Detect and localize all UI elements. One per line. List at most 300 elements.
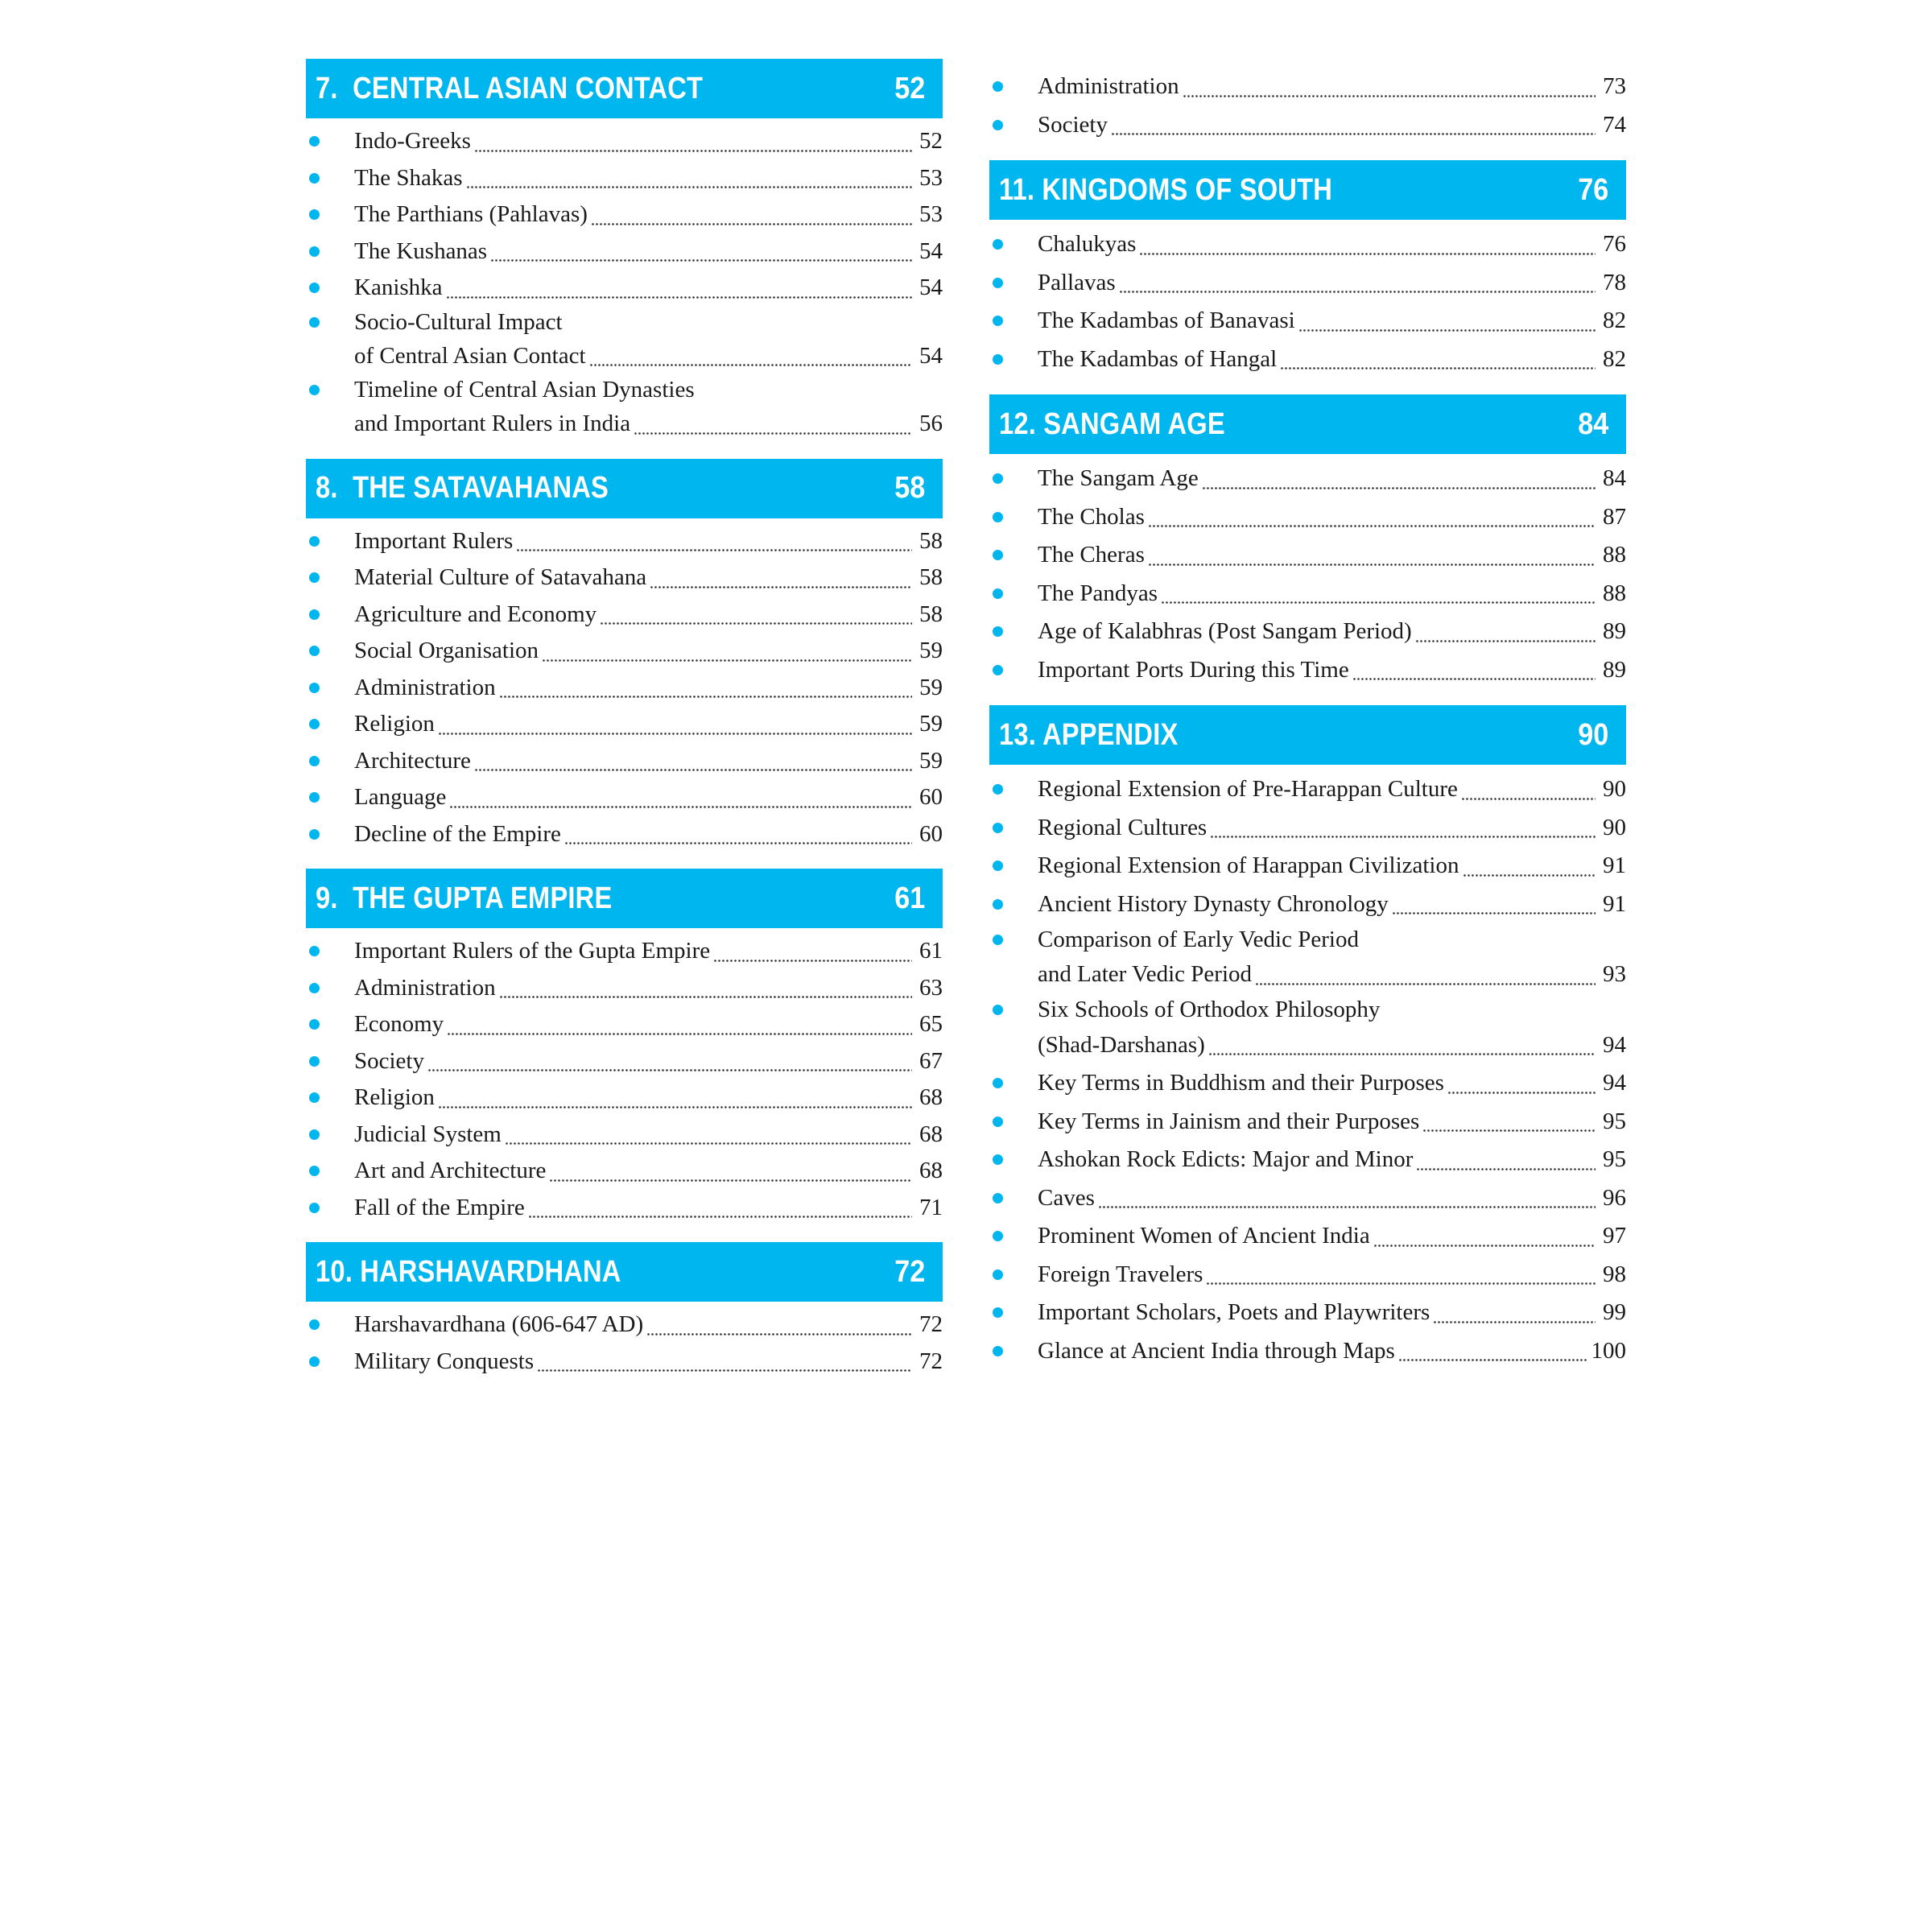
toc-entry-page-number: 67 xyxy=(919,1047,943,1074)
toc-entry[interactable] xyxy=(989,536,1626,575)
toc-entry-title: Military Conquests xyxy=(354,1348,535,1374)
dot-leader xyxy=(1447,1080,1596,1097)
dot-leader xyxy=(591,211,912,229)
toc-entry[interactable] xyxy=(989,575,1626,613)
dot-leader xyxy=(564,830,912,848)
toc-entry[interactable] xyxy=(989,994,1626,1065)
dot-leader xyxy=(499,984,912,1001)
toc-entry-title: The Kadambas of Hangal xyxy=(1038,345,1278,372)
toc-entry-line xyxy=(989,575,1626,613)
toc-entry-page-number: 59 xyxy=(919,747,943,774)
chapter-page-number: 90 xyxy=(1577,717,1608,752)
toc-entry-line xyxy=(306,270,943,307)
toc-entry-page-number: 74 xyxy=(1603,111,1626,138)
toc-left-column xyxy=(306,59,943,1380)
bullet-icon xyxy=(309,246,320,257)
toc-entry-page-number: 94 xyxy=(1603,1031,1626,1058)
bullet-icon xyxy=(309,173,320,184)
toc-entry-page-number: 90 xyxy=(1603,776,1626,803)
toc-entry-line xyxy=(989,770,1626,809)
toc-entry[interactable] xyxy=(306,779,943,816)
toc-entry-page-number: 54 xyxy=(919,275,943,301)
toc-entry-page-number: 68 xyxy=(919,1158,943,1184)
toc-entry-line xyxy=(306,933,943,970)
bullet-icon xyxy=(309,1056,320,1067)
dot-leader xyxy=(1255,971,1596,989)
bullet-icon xyxy=(993,278,1003,288)
chapter-page-number: 72 xyxy=(894,1254,925,1289)
toc-entry-page-number: 99 xyxy=(1603,1299,1626,1326)
dot-leader xyxy=(1398,1347,1588,1364)
dot-leader xyxy=(427,1057,912,1075)
dot-leader xyxy=(1422,1117,1596,1135)
section-spacer xyxy=(306,852,943,869)
toc-entry[interactable] xyxy=(306,816,943,853)
dot-leader xyxy=(646,1321,912,1339)
toc-entry-line xyxy=(306,1117,943,1154)
toc-entry[interactable] xyxy=(306,970,943,1007)
bullet-icon xyxy=(993,1193,1003,1203)
toc-entry-title: Pallavas xyxy=(1038,269,1116,295)
toc-entry-line xyxy=(306,160,943,197)
bullet-icon xyxy=(309,385,320,395)
bullet-icon xyxy=(993,588,1003,599)
toc-entry[interactable] xyxy=(989,498,1626,537)
dot-leader xyxy=(438,720,912,738)
toc-entry-title: Key Terms in Buddhism and their Purposes xyxy=(1038,1070,1444,1096)
toc-entry[interactable] xyxy=(989,1064,1626,1103)
toc-entry-page-number: 54 xyxy=(919,342,943,369)
toc-entry-page-number: 91 xyxy=(1603,852,1626,879)
toc-entry[interactable] xyxy=(989,341,1626,379)
toc-entry[interactable] xyxy=(989,1141,1626,1179)
toc-entry[interactable] xyxy=(306,1080,943,1117)
bullet-icon xyxy=(309,536,320,547)
chapter-title: 8. THE SATAVAHANAS xyxy=(316,471,609,505)
toc-entry-title: Ancient History Dynasty Chronology xyxy=(1038,890,1389,917)
toc-entry-title: Indo-Greeks xyxy=(354,128,471,155)
toc-entry-line xyxy=(989,341,1626,379)
dot-leader xyxy=(516,537,912,555)
toc-entry-line xyxy=(989,847,1626,886)
toc-entry-line xyxy=(306,633,943,670)
dot-leader xyxy=(1416,1156,1596,1174)
toc-entry-title: Caves xyxy=(1038,1184,1095,1211)
toc-entry-title: Art and Architecture xyxy=(354,1158,547,1184)
toc-entry[interactable] xyxy=(989,1256,1626,1294)
toc-entry-list xyxy=(306,933,943,1226)
toc-entry-line xyxy=(989,994,1626,1026)
section-spacer xyxy=(989,144,1626,160)
toc-entry-title: Important Rulers of the Gupta Empire xyxy=(354,938,711,964)
toc-entry-title: and Later Vedic Period xyxy=(1038,961,1253,988)
toc-entry[interactable] xyxy=(989,264,1626,303)
toc-entry[interactable] xyxy=(306,706,943,743)
toc-entry-title: Important Ports During this Time xyxy=(1038,656,1349,683)
dot-leader xyxy=(1139,241,1596,258)
dot-leader xyxy=(447,1021,912,1038)
chapter-heading[interactable] xyxy=(989,705,1626,765)
dot-leader xyxy=(438,1094,912,1112)
chapter-title: 13. APPENDIX xyxy=(999,717,1179,752)
chapter-heading[interactable] xyxy=(989,160,1626,220)
bullet-icon xyxy=(993,899,1003,910)
toc-entry-page-number: 82 xyxy=(1603,345,1626,372)
toc-entry-line xyxy=(989,1294,1626,1332)
bullet-icon xyxy=(993,823,1003,833)
toc-entry-page-number: 53 xyxy=(919,201,943,228)
toc-entry-line xyxy=(989,264,1626,303)
toc-entry-title: and Important Rulers in India xyxy=(354,411,631,437)
toc-entry-title: of Central Asian Contact xyxy=(354,342,586,369)
toc-entry[interactable] xyxy=(989,613,1626,651)
toc-entry-title: Architecture xyxy=(354,747,471,774)
dot-leader xyxy=(634,420,912,438)
toc-entry-page-number: 98 xyxy=(1603,1261,1626,1287)
dot-leader xyxy=(446,284,912,302)
dot-leader xyxy=(1148,551,1596,569)
toc-entry-line xyxy=(306,523,943,560)
toc-entry-line xyxy=(306,1344,943,1381)
toc-entry-page-number: 60 xyxy=(919,820,943,847)
section-spacer xyxy=(989,765,1626,770)
toc-entry-page-number: 58 xyxy=(919,564,943,591)
toc-entry[interactable] xyxy=(989,1103,1626,1141)
dot-leader xyxy=(490,247,912,265)
bullet-icon xyxy=(993,1005,1003,1015)
toc-entry-page-number: 100 xyxy=(1591,1337,1626,1364)
toc-entry-title: The Pandyas xyxy=(1038,580,1158,606)
toc-entry-page-number: 88 xyxy=(1603,580,1626,606)
chapter-title: 10. HARSHAVARDHANA xyxy=(316,1254,621,1289)
toc-entry-title: Kanishka xyxy=(354,275,443,301)
toc-entry-page-number: 96 xyxy=(1603,1184,1626,1211)
toc-entry[interactable] xyxy=(306,523,943,560)
toc-entry[interactable] xyxy=(989,770,1626,809)
toc-entry-title: Harshavardhana (606-647 AD) xyxy=(354,1311,644,1338)
toc-entry[interactable] xyxy=(306,597,943,634)
toc-entry-title: Comparison of Early Vedic Period xyxy=(1038,926,1359,952)
toc-entry-title: Age of Kalabhras (Post Sangam Period) xyxy=(1038,618,1412,645)
toc-entry-page-number: 72 xyxy=(919,1311,943,1338)
toc-entry-page-number: 59 xyxy=(919,711,943,737)
chapter-title: 9. THE GUPTA EMPIRE xyxy=(316,881,613,915)
toc-entry-page-number: 60 xyxy=(919,784,943,811)
toc-entry-page-number: 65 xyxy=(919,1011,943,1038)
toc-entry-line xyxy=(989,1026,1626,1065)
toc-entry-page-number: 82 xyxy=(1603,308,1626,334)
toc-entry-title: Judicial System xyxy=(354,1121,502,1147)
toc-entry-line xyxy=(306,1006,943,1043)
bullet-icon xyxy=(993,665,1003,675)
toc-entry-line xyxy=(989,498,1626,537)
toc-entry-line xyxy=(989,1141,1626,1179)
toc-entry-line xyxy=(989,1332,1626,1371)
toc-entry[interactable] xyxy=(306,1344,943,1381)
toc-right-column xyxy=(989,68,1626,1370)
toc-entry-line xyxy=(306,338,943,375)
toc-entry-line xyxy=(306,1307,943,1344)
toc-entry-line xyxy=(306,1153,943,1190)
toc-entry[interactable] xyxy=(989,1179,1626,1218)
toc-entry-title: Regional Cultures xyxy=(1038,814,1208,840)
toc-entry-title: Economy xyxy=(354,1011,444,1038)
toc-entry-page-number: 63 xyxy=(919,974,943,1001)
toc-entry-line xyxy=(989,1179,1626,1218)
chapter-heading[interactable] xyxy=(306,1242,943,1302)
toc-entry-line xyxy=(306,196,943,233)
toc-entry-line xyxy=(989,956,1626,994)
dot-leader xyxy=(1210,824,1596,841)
toc-entry[interactable] xyxy=(989,809,1626,848)
bullet-icon xyxy=(309,609,320,620)
toc-entry-line xyxy=(989,1103,1626,1141)
bullet-icon xyxy=(309,983,320,993)
bullet-icon xyxy=(309,683,320,693)
chapter-page-number: 61 xyxy=(894,881,925,915)
toc-entry[interactable] xyxy=(306,307,943,375)
toc-entry-title: Glance at Ancient India through Maps xyxy=(1038,1337,1395,1364)
toc-entry[interactable] xyxy=(989,225,1626,264)
bullet-icon xyxy=(309,1356,320,1367)
toc-entry-page-number: 87 xyxy=(1603,503,1626,530)
toc-entry-title: Agriculture and Economy xyxy=(354,601,597,627)
chapter-heading[interactable] xyxy=(989,394,1626,454)
toc-entry-line xyxy=(989,1217,1626,1256)
toc-entry-page-number: 71 xyxy=(919,1194,943,1220)
dot-leader xyxy=(600,610,912,628)
toc-entry-title: Important Scholars, Poets and Playwriters xyxy=(1038,1299,1430,1326)
toc-entry[interactable] xyxy=(306,670,943,707)
toc-entry-page-number: 68 xyxy=(919,1121,943,1147)
toc-entry-page-number: 58 xyxy=(919,601,943,627)
dot-leader xyxy=(549,1167,912,1185)
toc-entry-line xyxy=(989,923,1626,956)
bullet-icon xyxy=(993,935,1003,945)
dot-leader xyxy=(1373,1232,1596,1250)
toc-entry-line xyxy=(306,374,943,406)
toc-entry[interactable] xyxy=(306,123,943,160)
dot-leader xyxy=(713,947,912,965)
dot-leader xyxy=(1461,786,1596,803)
section-spacer xyxy=(989,689,1626,705)
toc-entry[interactable] xyxy=(989,68,1626,106)
toc-entry-title: Material Culture of Satavahana xyxy=(354,564,647,591)
chapter-heading[interactable] xyxy=(306,59,943,118)
dot-leader xyxy=(449,794,912,811)
toc-entry-page-number: 54 xyxy=(919,237,943,264)
dot-leader xyxy=(505,1130,912,1148)
toc-entry-title: The Shakas xyxy=(354,164,463,191)
dot-leader xyxy=(1298,317,1596,335)
toc-entry-title: Religion xyxy=(354,711,435,737)
toc-entry-title: Ashokan Rock Edicts: Major and Minor xyxy=(1038,1146,1414,1173)
toc-entry-list xyxy=(989,770,1626,1370)
toc-entry-title: The Kadambas of Banavasi xyxy=(1038,308,1295,334)
toc-entry-title: The Parthians (Pahlavas) xyxy=(354,201,588,228)
toc-entry-title: Prominent Women of Ancient India xyxy=(1038,1223,1370,1249)
toc-entry-page-number: 90 xyxy=(1603,814,1626,840)
dot-leader xyxy=(1098,1194,1596,1212)
toc-entry-line xyxy=(306,1043,943,1080)
section-spacer xyxy=(989,378,1626,394)
toc-entry[interactable] xyxy=(306,374,943,443)
chapter-heading[interactable] xyxy=(306,869,943,928)
toc-entry-page-number: 53 xyxy=(919,164,943,191)
dot-leader xyxy=(1415,628,1596,646)
toc-entry-line xyxy=(306,406,943,443)
toc-entry[interactable] xyxy=(989,923,1626,994)
toc-entry-line xyxy=(989,536,1626,575)
toc-entry-list xyxy=(989,68,1626,144)
bullet-icon xyxy=(309,1129,320,1140)
toc-entry-page-number: 88 xyxy=(1603,542,1626,568)
toc-entry-title: Social Organisation xyxy=(354,638,539,664)
toc-entry-title: Socio-Cultural Impact xyxy=(354,308,563,335)
toc-entry[interactable] xyxy=(989,302,1626,341)
toc-entry[interactable] xyxy=(306,160,943,197)
toc-entry-line xyxy=(306,597,943,634)
dot-leader xyxy=(1202,475,1596,493)
toc-entry-line xyxy=(306,816,943,853)
toc-entry[interactable] xyxy=(306,1043,943,1080)
toc-entry-list xyxy=(989,460,1626,689)
toc-entry[interactable] xyxy=(306,1006,943,1043)
dot-leader xyxy=(1119,279,1596,296)
toc-entry[interactable] xyxy=(989,847,1626,886)
toc-entry-title: Administration xyxy=(1038,73,1179,100)
toc-entry-line xyxy=(306,1080,943,1117)
bullet-icon xyxy=(309,756,320,766)
toc-entry-line xyxy=(306,233,943,270)
toc-entry[interactable] xyxy=(306,1190,943,1227)
toc-entry-line xyxy=(306,743,943,780)
toc-entry-title: Six Schools of Orthodox Philosophy xyxy=(1038,997,1381,1022)
toc-entry-title: Timeline of Central Asian Dynasties xyxy=(354,377,695,402)
toc-entry-title: Regional Extension of Pre-Harappan Culture xyxy=(1038,776,1458,803)
toc-entry-line xyxy=(306,779,943,816)
toc-entry-page-number: 97 xyxy=(1603,1223,1626,1249)
toc-entry[interactable] xyxy=(989,1332,1626,1371)
bullet-icon xyxy=(993,512,1003,522)
toc-entry-title: Fall of the Empire xyxy=(354,1194,525,1220)
toc-entry-line xyxy=(989,1256,1626,1294)
section-spacer xyxy=(989,454,1626,460)
toc-entry-page-number: 78 xyxy=(1603,269,1626,295)
dot-leader xyxy=(1433,1309,1596,1327)
toc-entry-list xyxy=(306,1307,943,1380)
toc-entry-page-number: 73 xyxy=(1603,73,1626,100)
toc-entry-page-number: 58 xyxy=(919,527,943,554)
toc-entry-page-number: 59 xyxy=(919,674,943,700)
toc-entry-list xyxy=(306,123,943,443)
toc-entry-page-number: 84 xyxy=(1603,465,1626,492)
toc-entry-title: (Shad-Darshanas) xyxy=(1038,1031,1205,1058)
toc-entry[interactable] xyxy=(989,460,1626,498)
dot-leader xyxy=(1208,1041,1596,1059)
toc-entry-line xyxy=(306,706,943,743)
bullet-icon xyxy=(993,1346,1003,1356)
toc-entry-line xyxy=(306,970,943,1007)
chapter-title: 12. SANGAM AGE xyxy=(999,407,1225,441)
toc-entry-page-number: 76 xyxy=(1603,231,1626,258)
toc-entry[interactable] xyxy=(989,1294,1626,1332)
toc-entry[interactable] xyxy=(989,106,1626,145)
toc-entry-line xyxy=(989,460,1626,498)
toc-entry-page-number: 52 xyxy=(919,128,943,155)
toc-entry-line xyxy=(306,670,943,707)
dot-leader xyxy=(1280,355,1596,373)
dot-leader xyxy=(1463,862,1596,880)
section-spacer xyxy=(989,220,1626,225)
toc-entry-page-number: 89 xyxy=(1603,656,1626,683)
toc-entry-title: The Cholas xyxy=(1038,503,1145,530)
dot-leader xyxy=(474,757,912,774)
toc-entry[interactable] xyxy=(306,633,943,670)
dot-leader xyxy=(466,174,913,192)
dot-leader xyxy=(542,647,912,665)
dot-leader xyxy=(650,574,912,592)
dot-leader xyxy=(1392,900,1596,918)
toc-entry-page-number: 95 xyxy=(1603,1108,1626,1134)
toc-entry-page-number: 68 xyxy=(919,1084,943,1111)
toc-entry[interactable] xyxy=(306,233,943,270)
bullet-icon xyxy=(309,317,320,328)
toc-entry-page-number: 61 xyxy=(919,938,943,964)
toc-entry[interactable] xyxy=(306,196,943,233)
toc-entry-line xyxy=(306,1190,943,1227)
toc-entry-title: Society xyxy=(1038,111,1108,138)
bullet-icon xyxy=(993,120,1003,130)
bullet-icon xyxy=(309,1203,320,1213)
toc-entry-title: Religion xyxy=(354,1084,435,1111)
bullet-icon xyxy=(993,1269,1003,1280)
toc-entry[interactable] xyxy=(989,651,1626,690)
chapter-heading[interactable] xyxy=(306,459,943,518)
toc-entry-page-number: 95 xyxy=(1603,1146,1626,1173)
toc-entry[interactable] xyxy=(306,1307,943,1344)
toc-entry-title: The Cheras xyxy=(1038,542,1145,568)
dot-leader xyxy=(1206,1270,1596,1288)
toc-entry[interactable] xyxy=(306,1117,943,1154)
dot-leader xyxy=(1352,666,1596,683)
toc-entry[interactable] xyxy=(306,559,943,597)
toc-entry[interactable] xyxy=(989,1217,1626,1256)
dot-leader xyxy=(1111,121,1596,138)
toc-entry-title: Foreign Travelers xyxy=(1038,1261,1203,1287)
toc-entry[interactable] xyxy=(306,743,943,780)
toc-entry[interactable] xyxy=(306,270,943,307)
dot-leader xyxy=(499,683,912,701)
toc-entry-page-number: 91 xyxy=(1603,890,1626,917)
bullet-icon xyxy=(309,829,320,840)
toc-entry[interactable] xyxy=(306,1153,943,1190)
toc-entry-line xyxy=(306,123,943,160)
chapter-title: 7. CENTRAL ASIAN CONTACT xyxy=(316,71,704,105)
toc-entry[interactable] xyxy=(989,886,1626,924)
toc-entry-page-number: 93 xyxy=(1603,961,1626,988)
toc-entry-line xyxy=(989,613,1626,651)
chapter-page-number: 76 xyxy=(1577,172,1608,207)
toc-entry-line xyxy=(989,809,1626,848)
bullet-icon xyxy=(993,1117,1003,1127)
dot-leader xyxy=(589,352,912,369)
toc-entry[interactable] xyxy=(306,933,943,970)
section-spacer xyxy=(306,443,943,459)
toc-entry-line xyxy=(989,886,1626,924)
toc-entry-title: Important Rulers xyxy=(354,527,514,554)
toc-entry-page-number: 89 xyxy=(1603,618,1626,645)
